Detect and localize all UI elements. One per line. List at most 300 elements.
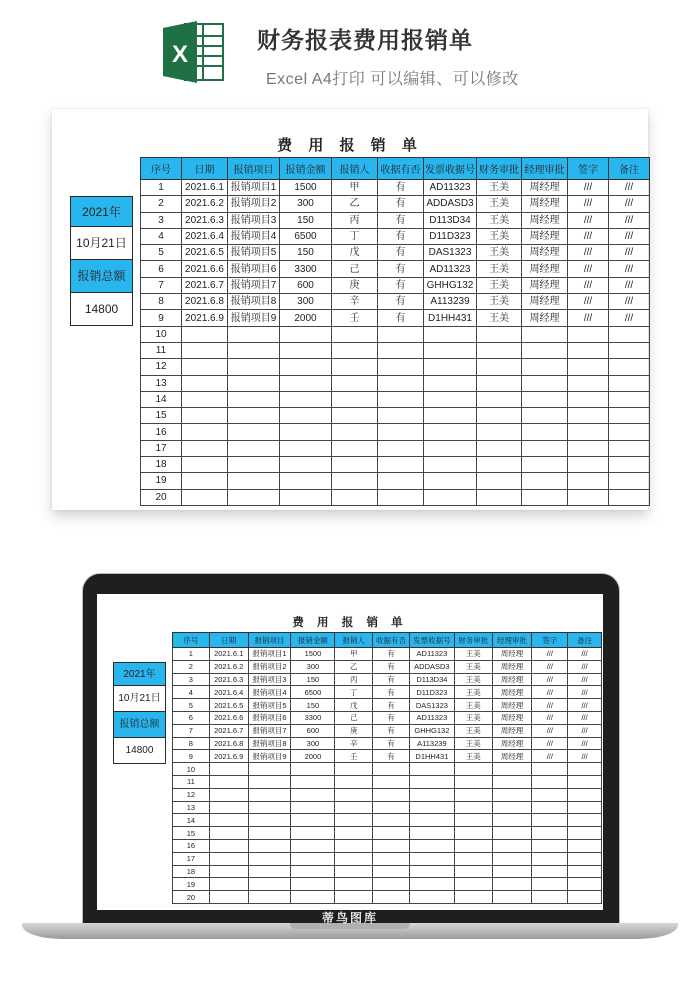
- screen-table-cell: 2021.6.6: [209, 711, 248, 724]
- screen-table-cell: 7: [173, 724, 210, 737]
- table-cell: [424, 489, 477, 505]
- table-cell: [424, 326, 477, 342]
- table-cell: ///: [568, 277, 609, 293]
- screen-form-title: 费 用 报 销 单: [292, 617, 408, 629]
- screen-table-cell: D1HH431: [409, 750, 454, 763]
- table-cell: ///: [609, 310, 650, 326]
- screen-expense-table: [172, 632, 602, 904]
- table-cell: [280, 457, 332, 473]
- table-cell: [228, 473, 280, 489]
- table-cell: [182, 359, 228, 375]
- screen-table-cell: [291, 878, 335, 891]
- screen-table-row: [173, 763, 602, 776]
- table-header-cell: 报销项目: [228, 158, 280, 180]
- table-row: [141, 228, 650, 244]
- screen-table-cell: 报销项目9: [248, 750, 291, 763]
- screen-table-cell: [568, 839, 602, 852]
- table-cell: 王美: [477, 196, 522, 212]
- table-cell: [182, 408, 228, 424]
- table-cell: [280, 408, 332, 424]
- screen-table-cell: 9: [173, 750, 210, 763]
- screen-table-cell: [568, 891, 602, 904]
- table-cell: GHHG132: [424, 277, 477, 293]
- table-cell: [332, 408, 378, 424]
- screen-table-cell: [568, 865, 602, 878]
- screen-table-cell: [532, 878, 568, 891]
- screen-table-cell: 20: [173, 891, 210, 904]
- screen-table-cell: [373, 763, 410, 776]
- table-cell: [609, 489, 650, 505]
- table-cell: [424, 342, 477, 358]
- table-header-cell: 签字: [568, 158, 609, 180]
- screen-table-cell: 2: [173, 660, 210, 673]
- table-cell: [609, 326, 650, 342]
- screen-table-cell: [335, 839, 373, 852]
- table-cell: DAS1323: [424, 245, 477, 261]
- screen-table-cell: ///: [532, 750, 568, 763]
- screen-table-cell: [291, 865, 335, 878]
- table-cell: 有: [378, 196, 424, 212]
- table-cell: 辛: [332, 294, 378, 310]
- screen-table-cell: [568, 801, 602, 814]
- table-body: [141, 180, 650, 506]
- screen-table-cell: 周经理: [492, 737, 532, 750]
- screen-table-cell: 王美: [454, 648, 492, 661]
- table-cell: [522, 489, 568, 505]
- screen-table-cell: [248, 801, 291, 814]
- table-cell: [522, 457, 568, 473]
- table-cell: [182, 391, 228, 407]
- table-cell: ///: [568, 310, 609, 326]
- logo-letter: X: [171, 41, 189, 68]
- table-cell: 5: [141, 245, 182, 261]
- screen-table-cell: 周经理: [492, 660, 532, 673]
- screen-table-cell: 2000: [291, 750, 335, 763]
- screen-table-cell: [209, 801, 248, 814]
- table-cell: 1: [141, 180, 182, 196]
- screen-table-cell: ///: [532, 673, 568, 686]
- screen-table-cell: [209, 763, 248, 776]
- screen-table-cell: [454, 827, 492, 840]
- table-cell: ///: [568, 228, 609, 244]
- screen-table-cell: [409, 827, 454, 840]
- table-header-cell: 发票收据号: [424, 158, 477, 180]
- table-cell: 17: [141, 440, 182, 456]
- table-cell: 600: [280, 277, 332, 293]
- screen-table-cell: [409, 852, 454, 865]
- screen-table-cell: [335, 788, 373, 801]
- table-cell: 6: [141, 261, 182, 277]
- screen-table-cell: [335, 852, 373, 865]
- table-cell: 有: [378, 261, 424, 277]
- table-row: [141, 359, 650, 375]
- screen-table-cell: [373, 801, 410, 814]
- table-cell: [609, 424, 650, 440]
- screen-table-cell: [248, 788, 291, 801]
- table-cell: 报销项目1: [228, 180, 280, 196]
- table-cell: 150: [280, 212, 332, 228]
- table-row: [141, 326, 650, 342]
- table-cell: 周经理: [522, 228, 568, 244]
- screen-table-cell: A113239: [409, 737, 454, 750]
- screen-table-cell: 有: [373, 724, 410, 737]
- table-cell: 14: [141, 391, 182, 407]
- table-cell: [522, 408, 568, 424]
- screen-table-cell: [335, 814, 373, 827]
- table-cell: [378, 473, 424, 489]
- expense-table: [140, 157, 650, 506]
- sheet-preview: [52, 109, 648, 510]
- table-cell: 2021.6.3: [182, 212, 228, 228]
- table-cell: [332, 359, 378, 375]
- table-cell: [609, 342, 650, 358]
- table-row: [141, 342, 650, 358]
- screen-table-cell: [209, 814, 248, 827]
- table-cell: 庚: [332, 277, 378, 293]
- screen-table-header-cell: 经理审批: [492, 633, 532, 648]
- table-cell: [182, 375, 228, 391]
- table-cell: [609, 457, 650, 473]
- table-cell: 王美: [477, 261, 522, 277]
- table-row: [141, 473, 650, 489]
- screen-table-cell: 甲: [335, 648, 373, 661]
- screen-table-header-cell: 备注: [568, 633, 602, 648]
- screen-table-cell: [492, 814, 532, 827]
- screen-table-cell: [568, 763, 602, 776]
- screen-table-header-cell: 发票收据号: [409, 633, 454, 648]
- screen-table-cell: 16: [173, 839, 210, 852]
- screen-table-cell: 2021.6.5: [209, 699, 248, 712]
- laptop-screen: [97, 594, 603, 910]
- screen-table-cell: 有: [373, 699, 410, 712]
- table-row: [141, 261, 650, 277]
- screen-table-cell: ADDASD3: [409, 660, 454, 673]
- table-row: [141, 245, 650, 261]
- table-cell: [378, 391, 424, 407]
- screen-table-cell: [454, 839, 492, 852]
- screen-table-cell: [492, 775, 532, 788]
- screen-table-cell: [454, 763, 492, 776]
- table-cell: 2021.6.8: [182, 294, 228, 310]
- screen-table-cell: 有: [373, 686, 410, 699]
- screen-table-cell: ///: [568, 686, 602, 699]
- table-cell: 有: [378, 228, 424, 244]
- table-cell: [280, 326, 332, 342]
- table-cell: 11: [141, 342, 182, 358]
- table-cell: [522, 342, 568, 358]
- screen-table-cell: AD11323: [409, 711, 454, 724]
- table-cell: 2: [141, 196, 182, 212]
- table-cell: [477, 326, 522, 342]
- screen-table-cell: 周经理: [492, 724, 532, 737]
- screen-table-cell: [373, 788, 410, 801]
- table-cell: [332, 391, 378, 407]
- table-cell: ///: [568, 180, 609, 196]
- table-cell: [280, 489, 332, 505]
- screen-table-cell: [373, 839, 410, 852]
- screen-table-cell: [291, 891, 335, 904]
- table-cell: [332, 457, 378, 473]
- screen-table-cell: [209, 891, 248, 904]
- table-cell: 150: [280, 245, 332, 261]
- screen-table-cell: [335, 827, 373, 840]
- table-cell: 3: [141, 212, 182, 228]
- screen-table-cell: 2021.6.3: [209, 673, 248, 686]
- screen-table-cell: 辛: [335, 737, 373, 750]
- table-cell: ///: [609, 212, 650, 228]
- screen-table-row: [173, 891, 602, 904]
- table-header-cell: 备注: [609, 158, 650, 180]
- screen-table-cell: [409, 763, 454, 776]
- screen-table-cell: [454, 801, 492, 814]
- screen-table-cell: [409, 865, 454, 878]
- screen-table-row: [173, 788, 602, 801]
- table-cell: [280, 440, 332, 456]
- screen-table-header-cell: 报销金额: [291, 633, 335, 648]
- screen-table-header-row: [173, 633, 602, 648]
- screen-table-cell: [291, 827, 335, 840]
- table-cell: [477, 440, 522, 456]
- table-cell: [228, 440, 280, 456]
- screen-date-cell: 10月21日: [113, 686, 166, 712]
- table-cell: 丙: [332, 212, 378, 228]
- screen-table-cell: [248, 865, 291, 878]
- screen-table-cell: ///: [568, 724, 602, 737]
- screen-table-cell: ///: [568, 750, 602, 763]
- screen-table-cell: [454, 865, 492, 878]
- screen-table-cell: [532, 775, 568, 788]
- screen-table-cell: [248, 775, 291, 788]
- screen-table-cell: [454, 814, 492, 827]
- screen-table-cell: [492, 827, 532, 840]
- table-header-cell: 序号: [141, 158, 182, 180]
- screen-table-cell: [454, 852, 492, 865]
- table-cell: 报销项目2: [228, 196, 280, 212]
- total-value-cell: 14800: [70, 293, 133, 326]
- screen-table-cell: 2021.6.2: [209, 660, 248, 673]
- screen-table-cell: [409, 788, 454, 801]
- screen-table-cell: [248, 839, 291, 852]
- screen-table-cell: 2021.6.7: [209, 724, 248, 737]
- screen-table-cell: 有: [373, 737, 410, 750]
- screen-table-cell: 周经理: [492, 673, 532, 686]
- screen-table-cell: [291, 801, 335, 814]
- table-cell: [378, 342, 424, 358]
- screen-table-cell: [568, 788, 602, 801]
- table-cell: 10: [141, 326, 182, 342]
- screen-table-cell: [532, 839, 568, 852]
- screen-table-cell: 王美: [454, 699, 492, 712]
- table-header-cell: 财务审批: [477, 158, 522, 180]
- table-cell: [424, 375, 477, 391]
- screen-table-cell: [532, 827, 568, 840]
- table-cell: [228, 424, 280, 440]
- table-row: [141, 212, 650, 228]
- table-cell: [609, 359, 650, 375]
- table-cell: 周经理: [522, 245, 568, 261]
- table-cell: [280, 424, 332, 440]
- table-cell: 周经理: [522, 294, 568, 310]
- table-cell: ///: [568, 245, 609, 261]
- screen-table-cell: DAS1323: [409, 699, 454, 712]
- table-cell: [424, 457, 477, 473]
- screen-table-cell: ///: [532, 737, 568, 750]
- table-cell: 有: [378, 212, 424, 228]
- screen-table-cell: 有: [373, 648, 410, 661]
- screen-table-cell: [532, 865, 568, 878]
- table-cell: 报销项目4: [228, 228, 280, 244]
- table-cell: [424, 408, 477, 424]
- table-cell: 19: [141, 473, 182, 489]
- screen-table-cell: 报销项目7: [248, 724, 291, 737]
- table-cell: ///: [609, 228, 650, 244]
- table-cell: [280, 391, 332, 407]
- table-cell: [522, 473, 568, 489]
- table-cell: [182, 342, 228, 358]
- table-cell: [280, 342, 332, 358]
- screen-table-cell: [409, 878, 454, 891]
- screen-table-cell: [532, 763, 568, 776]
- table-cell: 300: [280, 196, 332, 212]
- screen-table-cell: 3: [173, 673, 210, 686]
- screen-table-cell: 15: [173, 827, 210, 840]
- table-cell: 有: [378, 310, 424, 326]
- screen-table-cell: 报销项目5: [248, 699, 291, 712]
- table-cell: 有: [378, 245, 424, 261]
- screen-table-cell: 王美: [454, 750, 492, 763]
- table-cell: ///: [568, 294, 609, 310]
- table-cell: 4: [141, 228, 182, 244]
- table-cell: [424, 391, 477, 407]
- screen-table-cell: 王美: [454, 673, 492, 686]
- table-cell: [228, 342, 280, 358]
- table-header-cell: 报销金额: [280, 158, 332, 180]
- screen-side-panel: [113, 662, 166, 764]
- screen-table-cell: [291, 814, 335, 827]
- screen-table-cell: [532, 801, 568, 814]
- table-cell: ///: [609, 277, 650, 293]
- screen-table-cell: [454, 788, 492, 801]
- screen-table-cell: 乙: [335, 660, 373, 673]
- screen-table-cell: [454, 878, 492, 891]
- screen-table-header-cell: 收据有否: [373, 633, 410, 648]
- table-cell: 甲: [332, 180, 378, 196]
- table-cell: [568, 375, 609, 391]
- table-cell: D11D323: [424, 228, 477, 244]
- side-panel: [70, 196, 133, 326]
- screen-table-cell: [568, 827, 602, 840]
- table-cell: ///: [609, 180, 650, 196]
- table-cell: 壬: [332, 310, 378, 326]
- table-cell: 6500: [280, 228, 332, 244]
- screen-table-cell: 戊: [335, 699, 373, 712]
- table-cell: 王美: [477, 277, 522, 293]
- screen-total-value-cell: 14800: [113, 738, 166, 764]
- screen-table-cell: 丙: [335, 673, 373, 686]
- table-cell: [182, 489, 228, 505]
- table-cell: [568, 440, 609, 456]
- table-cell: [477, 489, 522, 505]
- table-cell: ///: [568, 212, 609, 228]
- table-row: [141, 196, 650, 212]
- table-cell: [568, 342, 609, 358]
- screen-table-header-cell: 序号: [173, 633, 210, 648]
- screen-table-cell: 600: [291, 724, 335, 737]
- table-cell: 有: [378, 277, 424, 293]
- screen-table-row: [173, 827, 602, 840]
- table-cell: [280, 375, 332, 391]
- screen-table-cell: [248, 878, 291, 891]
- table-cell: AD11323: [424, 261, 477, 277]
- screen-table-cell: [335, 763, 373, 776]
- table-cell: [332, 342, 378, 358]
- table-cell: [182, 457, 228, 473]
- screen-table-cell: [335, 775, 373, 788]
- screen-table-header-cell: 报销人: [335, 633, 373, 648]
- screen-table-cell: 4: [173, 686, 210, 699]
- table-cell: 2021.6.9: [182, 310, 228, 326]
- screen-table-cell: [454, 891, 492, 904]
- year-cell: 2021年: [70, 196, 133, 227]
- page-subtitle: Excel A4打印 可以编辑、可以修改: [266, 71, 519, 88]
- screen-table-cell: ///: [568, 699, 602, 712]
- screen-table-cell: 报销项目3: [248, 673, 291, 686]
- table-cell: [477, 457, 522, 473]
- screen-table-cell: 报销项目8: [248, 737, 291, 750]
- screen-table-cell: [209, 839, 248, 852]
- table-cell: [424, 424, 477, 440]
- screen-table-cell: ///: [532, 686, 568, 699]
- table-cell: 2021.6.4: [182, 228, 228, 244]
- screen-table-body: [173, 648, 602, 904]
- screen-table-cell: 19: [173, 878, 210, 891]
- table-cell: AD11323: [424, 180, 477, 196]
- screen-table-cell: [373, 814, 410, 827]
- screen-table-cell: 丁: [335, 686, 373, 699]
- screen-table-cell: 18: [173, 865, 210, 878]
- screen-table-cell: 周经理: [492, 686, 532, 699]
- table-cell: [424, 440, 477, 456]
- table-cell: 王美: [477, 310, 522, 326]
- screen-table-cell: 壬: [335, 750, 373, 763]
- table-cell: A113239: [424, 294, 477, 310]
- table-cell: 戊: [332, 245, 378, 261]
- screen-table-cell: [532, 852, 568, 865]
- table-row: [141, 277, 650, 293]
- screen-table-cell: ///: [568, 673, 602, 686]
- screen-table-cell: [291, 775, 335, 788]
- table-cell: [609, 391, 650, 407]
- table-cell: [378, 326, 424, 342]
- screen-table-cell: 1: [173, 648, 210, 661]
- table-cell: [477, 473, 522, 489]
- table-cell: [332, 326, 378, 342]
- screen-table-cell: [248, 763, 291, 776]
- table-cell: 1500: [280, 180, 332, 196]
- table-cell: [568, 473, 609, 489]
- screen-table-cell: 有: [373, 750, 410, 763]
- screen-table-cell: [532, 788, 568, 801]
- table-cell: 2021.6.6: [182, 261, 228, 277]
- screen-table-cell: [492, 878, 532, 891]
- screen-table-cell: 2021.6.1: [209, 648, 248, 661]
- screen-table-cell: [291, 788, 335, 801]
- table-cell: [228, 359, 280, 375]
- screen-table-cell: 300: [291, 737, 335, 750]
- table-cell: [182, 424, 228, 440]
- screen-table-cell: [291, 852, 335, 865]
- screen-table-cell: 300: [291, 660, 335, 673]
